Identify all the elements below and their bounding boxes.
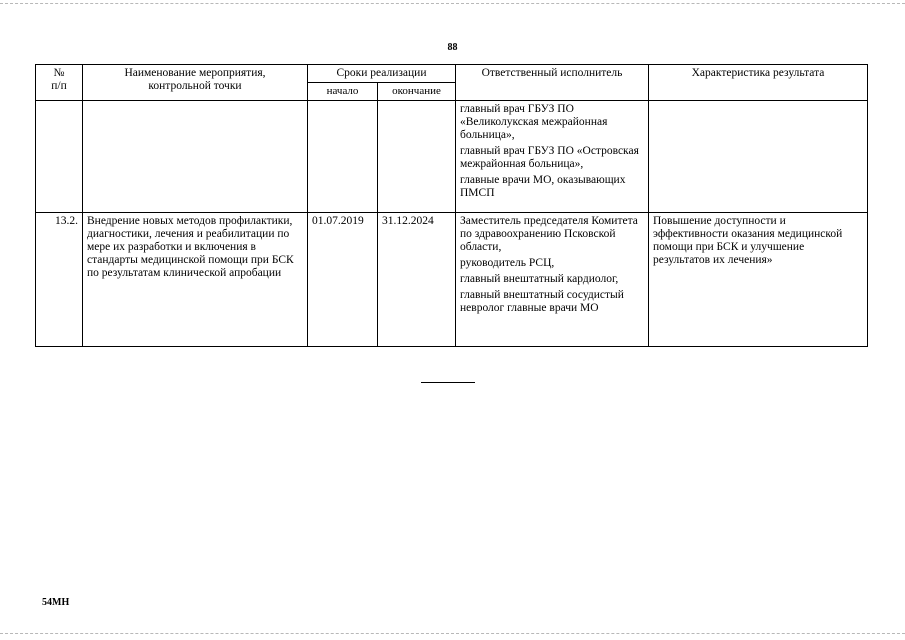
row-num: 13.2. xyxy=(36,213,83,347)
measures-table xyxy=(35,64,868,347)
header-num: № п/п xyxy=(36,65,83,101)
responsible-line: руководитель РСЦ, xyxy=(460,257,555,269)
row-name xyxy=(83,101,308,213)
responsible-line: главный врач ГБУЗ ПО «Великолукская межрайонная больница», xyxy=(460,103,608,141)
table-row xyxy=(36,101,868,213)
header-result: Характеристика результата xyxy=(649,65,868,101)
responsible-line: главный внештатный сосудистый невролог главные врачи МО xyxy=(460,289,624,314)
scan-edge-top xyxy=(0,3,905,4)
row-result: Повышение доступности и эффективности оказания медицинской помощи при БСК и улучшение результатов их лечения» xyxy=(649,213,868,347)
responsible-line: главный внештатный кардиолог, xyxy=(460,273,619,285)
responsible-line: главный врач ГБУЗ ПО «Островская межрайонная больница», xyxy=(460,145,639,170)
row-num xyxy=(36,101,83,213)
row-start xyxy=(308,101,378,213)
row-start: 01.07.2019 xyxy=(308,213,378,347)
header-row xyxy=(36,65,868,83)
header-responsible: Ответственный исполнитель xyxy=(456,65,649,101)
header-terms: Сроки реализации xyxy=(308,65,456,83)
scan-edge-bottom xyxy=(0,633,905,634)
footer-code: 54МН xyxy=(42,597,70,608)
row-result xyxy=(649,101,868,213)
responsible-line: главные врачи МО, оказывающих ПМСП xyxy=(460,174,626,199)
row-responsible xyxy=(456,213,649,347)
table-row xyxy=(36,213,868,347)
row-responsible xyxy=(456,101,649,213)
responsible-line: Заместитель председателя Комитета по здравоохранению Псковской области, xyxy=(460,215,638,253)
end-of-table-rule xyxy=(421,382,475,383)
row-end xyxy=(378,101,456,213)
row-name: Внедрение новых методов профилактики, диагностики, лечения и реабилитации по мере их разработки и включения в стандарты медицинской помощи при БСК по результатам клинической апробации xyxy=(83,213,308,347)
page-number: 88 xyxy=(447,42,458,53)
header-start: начало xyxy=(308,83,378,101)
header-name: Наименование мероприятия, контрольной точки xyxy=(83,65,308,101)
header-end: окончание xyxy=(378,83,456,101)
row-end: 31.12.2024 xyxy=(378,213,456,347)
